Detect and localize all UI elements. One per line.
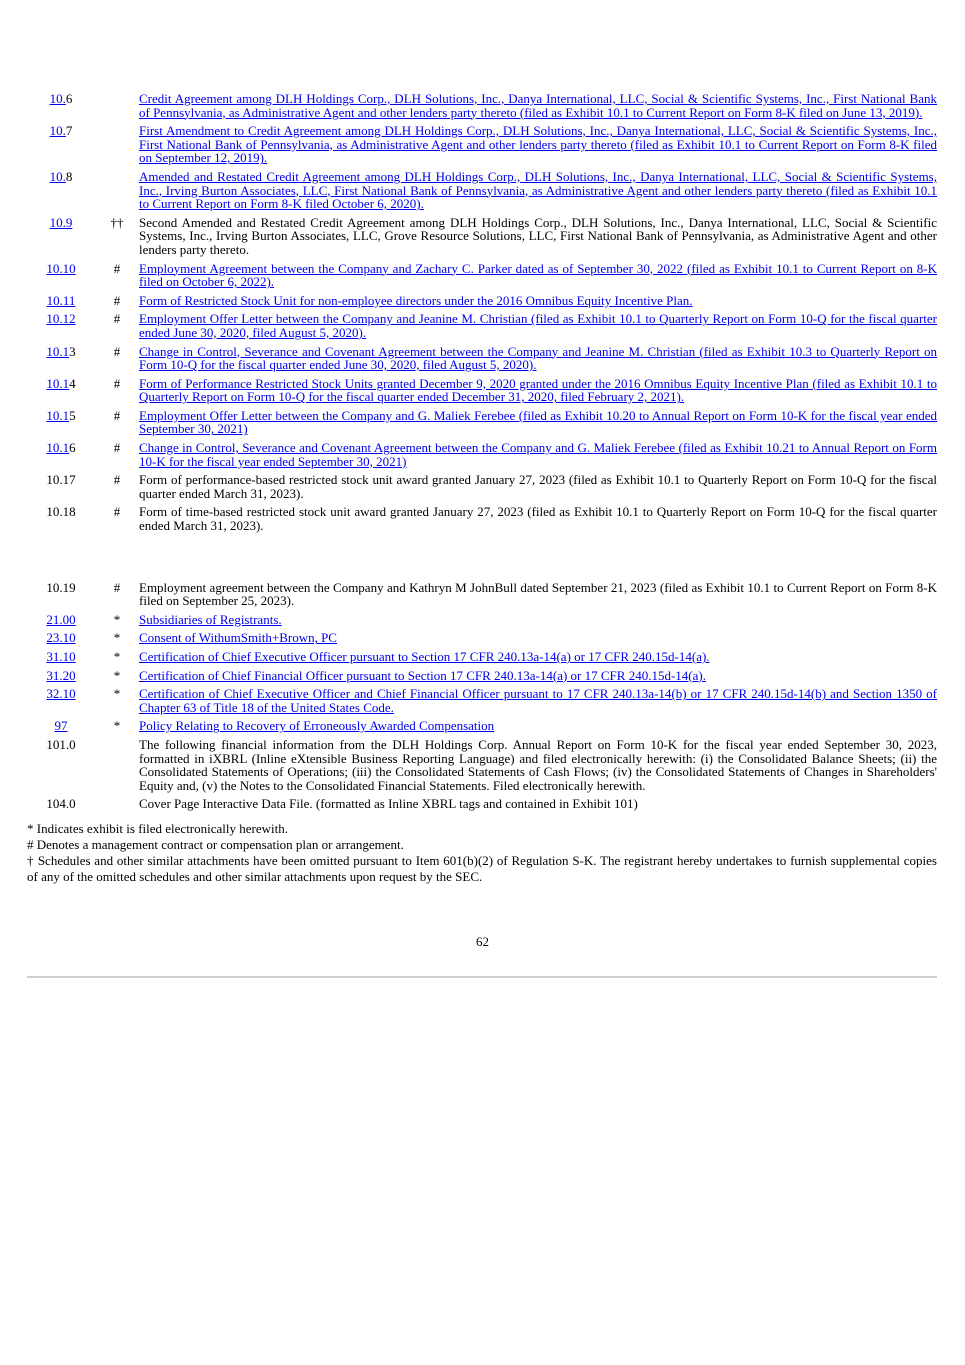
exhibit-row (27, 92, 937, 124)
exhibit-number-link[interactable]: 23.10 (46, 630, 76, 646)
exhibit-number-suffix: 6 (65, 91, 73, 106)
exhibit-marker: †† (110, 214, 124, 230)
footnote-hash: # Denotes a management contract or compensation plan or arrangement. (27, 836, 404, 852)
exhibit-number (27, 345, 95, 377)
exhibit-number (27, 738, 95, 797)
exhibit-row (27, 719, 937, 738)
exhibit-row (27, 613, 937, 632)
exhibit-description (139, 669, 937, 688)
exhibit-description-link[interactable]: Change in Control, Severance and Covenant Agreement between the Company and G. Maliek Ferebee (filed as Exhibit 10.21 to Annual Report on Form 10-K for the fiscal year ended September 30, 2021) (139, 440, 937, 469)
exhibit-description (139, 377, 937, 409)
exhibit-marker (95, 797, 139, 816)
exhibit-number (27, 473, 95, 505)
exhibit-description (139, 441, 937, 473)
exhibit-number-link[interactable]: 10.1 (46, 407, 70, 423)
exhibit-description-text: Form of time-based restricted stock unit award granted January 27, 2023 (filed as Exhibit 10.1 to Quarterly Report on Form 10-Q for the fiscal quarter ended March 31, 2023). (139, 504, 937, 534)
exhibit-description (139, 687, 937, 719)
exhibit-description (139, 294, 937, 313)
exhibit-description (139, 124, 937, 170)
exhibit-marker (95, 124, 139, 170)
exhibit-number (27, 170, 95, 216)
exhibit-number-suffix: 7 (65, 123, 73, 139)
exhibit-number (27, 216, 95, 262)
exhibit-number-link[interactable]: 10.1 (46, 375, 70, 391)
exhibit-marker (95, 92, 139, 124)
exhibit-row (27, 312, 937, 344)
exhibit-number (27, 650, 95, 669)
footnote-dagger: † Schedules and other similar attachments have been omitted pursuant to Item 601(b)(2) of Regulation S-K. The registrant hereby undertakes to furnish supplemental copies of any of the omitted schedules and other similar attachments upon request by the SEC. (27, 852, 937, 884)
exhibit-description-text: The following financial information from the DLH Holdings Corp. Annual Report on Form 10-K for the fiscal year ended September 30, 2023, formatted in iXBRL (Inline eXtensible Business Reporting Language) and filed electronically herewith: (i) the Consolidated Balance Sheets; (ii) the Consolidated Statements of Operations; (iii) the Consolidated Statements of Cash Flows; (iv) the Consolidated Statements of Changes in Shareholders' Equity and, (v) the Notes to the Consolidated Financial Statements. Filed electronically herewith. (139, 736, 937, 793)
exhibit-marker: * (113, 667, 121, 683)
exhibit-row (27, 581, 937, 613)
exhibit-description (139, 631, 937, 650)
exhibit-number-link[interactable]: 32.10 (46, 686, 76, 702)
exhibit-description-link[interactable]: Form of Restricted Stock Unit for non-employee directors under the 2016 Omnibus Equity Incentive Plan. (139, 292, 693, 308)
exhibit-number-suffix: 6 (69, 440, 76, 456)
page-divider (27, 976, 937, 978)
exhibit-marker (95, 738, 139, 797)
exhibit-description-link[interactable]: Policy Relating to Recovery of Erroneously Awarded Compensation (139, 718, 495, 734)
exhibit-description-text: Cover Page Interactive Data File. (formatted as Inline XBRL tags and contained in Exhibit 101) (139, 796, 638, 812)
exhibit-marker: # (113, 472, 121, 488)
exhibit-row (27, 650, 937, 669)
exhibit-row (27, 631, 937, 650)
exhibit-number (27, 669, 95, 688)
exhibit-description (139, 613, 937, 632)
exhibit-description-link[interactable]: Certification of Chief Executive Officer pursuant to Section 17 CFR 240.13a-14(a) or 17 CFR 240.15d-14(a). (139, 649, 710, 664)
exhibit-marker: * (113, 649, 121, 664)
exhibit-number-text: 10.19 (46, 579, 76, 595)
exhibit-marker: * (113, 630, 121, 646)
row-spacer (27, 538, 937, 581)
exhibit-description (139, 650, 937, 669)
exhibit-marker (95, 170, 139, 216)
exhibit-number (27, 312, 95, 344)
exhibit-number-text: 10.17 (46, 472, 76, 488)
exhibit-description (139, 170, 937, 216)
exhibit-number (27, 377, 95, 409)
exhibit-number-link[interactable]: 10.1 (46, 343, 70, 359)
exhibit-description-link[interactable]: Change in Control, Severance and Covenant Agreement between the Company and Jeanine M. Christian (filed as Exhibit 10.3 to Quarterly Report on Form 10-Q for the fiscal quarter ended June 30, 2020, filed August 5, 2020). (139, 343, 937, 373)
exhibit-description (139, 312, 937, 344)
exhibit-number (27, 797, 95, 816)
exhibit-marker: # (113, 440, 121, 456)
exhibit-description-link[interactable]: Employment Agreement between the Company and Zachary C. Parker dated as of September 30, 2022 (filed as Exhibit 10.1 to Current Report on 8-K filed on October 6, 2022). (139, 260, 937, 290)
footnotes (27, 821, 937, 885)
exhibit-marker: * (113, 718, 121, 734)
exhibit-marker: # (113, 579, 121, 595)
exhibit-description (139, 473, 937, 505)
exhibit-number-suffix: 3 (69, 343, 76, 359)
exhibit-row (27, 294, 937, 313)
exhibit-marker: # (113, 260, 121, 276)
exhibit-marker: # (113, 407, 121, 423)
exhibit-description (139, 409, 937, 441)
exhibit-number (27, 92, 95, 124)
exhibit-row (27, 124, 937, 170)
exhibit-description-link[interactable]: Subsidiaries of Registrants. (139, 611, 282, 627)
exhibit-number-suffix: 4 (69, 375, 76, 391)
exhibit-description-link[interactable]: Certification of Chief Executive Officer and Chief Financial Officer pursuant to 17 CFR 240.13a-14(b) or 17 CFR 240.15d-14(b) and Section 1350 of Chapter 63 of Title 18 of the United States Code. (139, 686, 937, 715)
exhibit-row (27, 216, 937, 262)
exhibit-index (27, 92, 937, 885)
page-number: 62 (476, 934, 489, 949)
exhibit-marker: * (113, 611, 121, 627)
exhibit-number-link[interactable]: 10. (49, 123, 66, 139)
exhibit-number-link[interactable]: 10.9 (49, 214, 73, 230)
exhibit-row (27, 170, 937, 216)
exhibit-number (27, 124, 95, 170)
exhibit-number-link[interactable]: 21.00 (46, 611, 76, 627)
exhibit-number-text: 101.0 (46, 736, 76, 752)
exhibit-marker: * (113, 686, 121, 702)
exhibit-description (139, 216, 937, 262)
exhibit-number (27, 581, 95, 613)
exhibit-number-text: 10.18 (46, 504, 76, 520)
exhibit-number (27, 262, 95, 294)
exhibit-number (27, 409, 95, 441)
exhibit-description-link[interactable]: Certification of Chief Financial Officer pursuant to Section 17 CFR 240.13a-14(a) or 17 CFR 240.15d-14(a). (139, 667, 706, 683)
exhibit-description (139, 797, 937, 816)
exhibit-number-text: 104.0 (46, 796, 76, 812)
exhibit-row (27, 473, 937, 505)
exhibit-number (27, 294, 95, 313)
exhibit-description (139, 345, 937, 377)
exhibit-description-link[interactable]: Amended and Restated Credit Agreement among DLH Holdings Corp., DLH Solutions, Inc., Danya International, LLC, Social & Scientific Systems, Inc., Irving Burton Associates, LLC, First National Bank of Pennsylvania, as Administrative Agent and other lenders party thereto (filed as Exhibit 10.1 to Current Report on Form 8-K filed October 6, 2020). (139, 168, 937, 212)
exhibit-number-link[interactable]: 31.10 (46, 649, 76, 664)
exhibit-number (27, 687, 95, 719)
exhibit-number-link[interactable]: 10.10 (46, 260, 76, 276)
exhibit-description-text: Second Amended and Restated Credit Agreement among DLH Holdings Corp., DLH Solutions, Inc., Danya International, LLC, Social & Scientific Systems, Inc., Irving Burton Associates, LLC, Grove Resource Solutions, LLC, First National Bank of Pennsylvania, as Administrative Agent and other lenders party thereto. (139, 214, 937, 257)
exhibit-marker: # (113, 292, 121, 308)
exhibit-row (27, 262, 937, 294)
exhibit-description (139, 92, 937, 124)
exhibit-description (139, 738, 937, 797)
exhibit-row (27, 505, 937, 537)
exhibit-row (27, 441, 937, 473)
exhibit-description-link[interactable]: Consent of WithumSmith+Brown, PC (139, 630, 337, 646)
exhibit-marker: # (113, 343, 121, 359)
exhibit-number-link[interactable]: 10.12 (46, 311, 76, 327)
exhibit-description-link[interactable]: Employment Offer Letter between the Company and Jeanine M. Christian (filed as Exhibit 10.1 to Quarterly Report on Form 10-Q for the fiscal quarter ended June 30, 2020, filed August 5, 2020). (139, 311, 937, 340)
exhibit-number-suffix: 8 (65, 168, 73, 184)
exhibit-marker: # (113, 504, 121, 520)
exhibit-number-link[interactable]: 10. (49, 91, 66, 106)
exhibit-row (27, 797, 937, 816)
exhibit-row (27, 409, 937, 441)
exhibit-marker: # (113, 311, 121, 327)
exhibit-number-link[interactable]: 10. (49, 168, 66, 184)
exhibit-number (27, 441, 95, 473)
exhibit-row (27, 738, 937, 797)
exhibit-description (139, 262, 937, 294)
exhibits-table (27, 92, 937, 816)
exhibit-number (27, 631, 95, 650)
exhibit-description-link[interactable]: Form of Performance Restricted Stock Units granted December 9, 2020 granted under the 2016 Omnibus Equity Incentive Plan (filed as Exhibit 10.1 to Quarterly Report on Form 10-Q for the fiscal quarter ended December 31, 2020, filed February 2, 2021). (139, 375, 937, 405)
exhibit-description-link[interactable]: Credit Agreement among DLH Holdings Corp., DLH Solutions, Inc., Danya International, LLC, Social & Scientific Systems, Inc., First National Bank of Pennsylvania, as Administrative Agent and other lenders party thereto (filed as Exhibit 10.1 to Current Report on Form 8-K filed on June 13, 2019). (139, 91, 937, 120)
exhibit-number (27, 719, 95, 738)
exhibit-description (139, 581, 937, 613)
exhibit-number-suffix: 5 (69, 407, 76, 423)
exhibit-description (139, 719, 937, 738)
exhibit-row (27, 687, 937, 719)
exhibit-number (27, 505, 95, 537)
footnote-star: * Indicates exhibit is filed electronically herewith. (27, 820, 288, 836)
exhibit-description-text: Form of performance-based restricted stock unit award granted January 27, 2023 (filed as Exhibit 10.1 to Quarterly Report on Form 10-Q for the fiscal quarter ended March 31, 2023). (139, 472, 937, 501)
exhibit-number-link[interactable]: 97 (54, 718, 68, 734)
exhibit-row (27, 669, 937, 688)
exhibit-description-text: Employment agreement between the Company and Kathryn M JohnBull dated September 21, 2023 (filed as Exhibit 10.1 to Current Report on Form 8-K filed on September 25, 2023). (139, 579, 937, 609)
exhibit-description-link[interactable]: Employment Offer Letter between the Company and G. Maliek Ferebee (filed as Exhibit 10.20 to Annual Report on Form 10-K for the fiscal year ended September 30, 2021) (139, 407, 937, 437)
exhibit-number-link[interactable]: 10.1 (46, 440, 70, 456)
exhibit-number (27, 613, 95, 632)
exhibit-number-link[interactable]: 31.20 (46, 667, 76, 683)
exhibit-description-link[interactable]: First Amendment to Credit Agreement among DLH Holdings Corp., DLH Solutions, Inc., Danya International, LLC, Social & Scientific Systems, Inc., First National Bank of Pennsylvania, as Administrative Agent and other lenders party thereto (filed as Exhibit 10.1 to Current Report on Form 8-K filed on September 12, 2019). (139, 123, 937, 166)
exhibit-description (139, 505, 937, 537)
exhibit-number-link[interactable]: 10.11 (46, 292, 76, 308)
exhibit-row (27, 345, 937, 377)
exhibit-marker: # (113, 375, 121, 391)
exhibit-row (27, 377, 937, 409)
